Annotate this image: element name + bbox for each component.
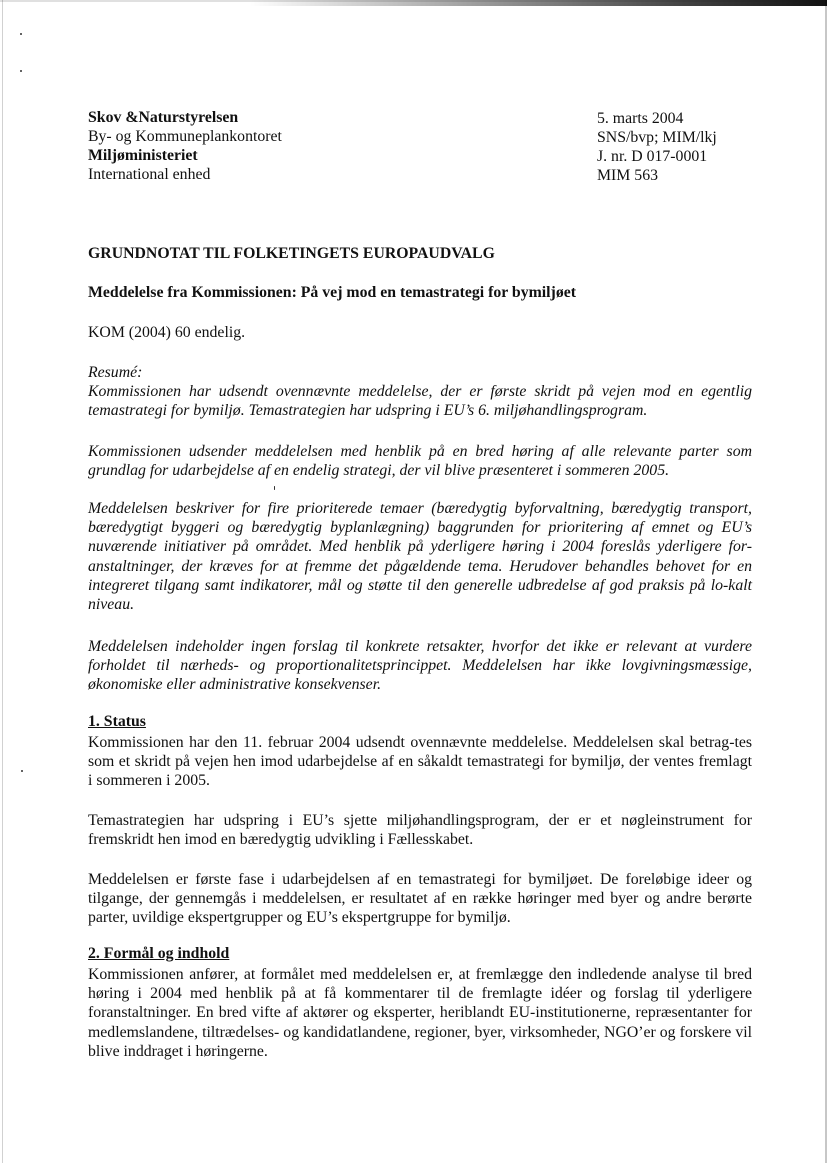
document-date: 5. marts 2004 [597, 110, 684, 127]
journal-number: J. nr. D 017-0001 [597, 148, 708, 165]
sender-unit: International enhed [88, 166, 211, 183]
case-initials: SNS/bvp; MIM/lkj [597, 129, 717, 146]
scan-speck [274, 486, 275, 490]
status-paragraph: Kommissionen har den 11. februar 2004 udsendt ovennævnte meddelelse. Meddelelsen skal betrag-tes som et skridt på vejen hen imod udarbejdelse af en såkaldt temastrategi for bymiljø, der ventes fremlagt i sommeren i 2005. [88, 734, 752, 790]
section-heading-purpose: 2. Formål og indhold [88, 945, 230, 962]
scan-speck [20, 70, 22, 72]
purpose-paragraph: Kommissionen anfører, at formålet med meddelelsen er, at fremlægge den indledende analyse til bred høring i 2004 med henblik på at få kommentarer til de fremlagte idéer og forslag til yderligere foranstaltninger. En bred vifte af aktører og eksperter, heriblandt EU-institutionerne, repræsentanter for medlemslandene, tiltrædelses- og kandidatlandene, regioner, byer, virksomheder, NGO’er og forskere vil blive inddraget i høringerne. [88, 966, 752, 1060]
document-reference: KOM (2004) 60 endelig. [88, 324, 246, 341]
resume-paragraph: Kommissionen udsender meddelelsen med henblik på en bred høring af alle relevante parter som grundlag for udarbejdelse af en endelig strategi, der vil blive præsenteret i sommeren 2005. [88, 443, 752, 480]
resume-block [88, 363, 752, 421]
resume-paragraph: Meddelelsen indeholder ingen forslag til konkrete retsakter, hvorfor det ikke er relevant at vurdere forholdet til nærheds- og proportionalitetsprincippet. Meddelelsen har ikke lovgivningsmæssige, økonomiske eller administrative konsekvenser. [88, 638, 752, 694]
scan-speck [21, 770, 23, 772]
sender-block [88, 108, 282, 184]
document-subtitle: Meddelelse fra Kommissionen: På vej mod en temastrategi for bymiljøet [88, 284, 576, 301]
sender-ministry: Miljøministeriet [88, 147, 198, 164]
document-title: GRUNDNOTAT TIL FOLKETINGETS EUROPAUDVALG [88, 245, 495, 262]
mim-number: MIM 563 [597, 167, 658, 184]
letter-header [88, 108, 754, 188]
sender-org: Skov &Naturstyrelsen [88, 109, 239, 126]
sender-office: By- og Kommuneplankontoret [88, 128, 282, 145]
section-heading-status: 1. Status [88, 713, 146, 730]
resume-paragraph: Meddelelsen beskriver for fire prioriterede temaer (bæredygtig byforvaltning, bæredygtig transport, bæredygtigt byggeri og bæredygtig byplanlægning) baggrunden for prioritering af emnet og EU’s nuværende initiativer på området. Med henblik på yderligere høring i 2004 foreslås yderligere for-anstaltninger, der kræves for at fremme det pågældende tema. Herudover behandles behovet for en integreret tilgang samt indikatorer, mål og støtte til den generelle udbredelse af god praksis på lo-kalt niveau. [88, 500, 752, 614]
scan-shadow-top [250, 0, 827, 6]
resume-paragraph: Kommissionen har udsendt ovennævnte meddelelse, der er første skridt på vejen mod en egentlig temastrategi for bymiljø. Temastrategien har udspring i EU’s 6. miljøhandlingsprogram. [88, 383, 752, 420]
status-paragraph: Meddelelsen er første fase i udarbejdelsen af en temastrategi for bymiljøet. De foreløbige ideer og tilgange, der gennemgås i meddelelsen, er resultatet af en række høringer med byer og andre berørte parter, uvildige ekspertgrupper og EU’s ekspertgruppe for bymiljø. [88, 871, 752, 927]
resume-label: Resumé: [88, 364, 143, 381]
reference-block [597, 109, 717, 185]
status-paragraph: Temastrategien har udspring i EU’s sjette miljøhandlingsprogram, der er et nøgleinstrument for fremskridt hen imod en bæredygtig udvikling i Fællesskabet. [88, 812, 752, 849]
scan-speck [20, 33, 22, 35]
scan-edge-left [2, 0, 3, 1163]
